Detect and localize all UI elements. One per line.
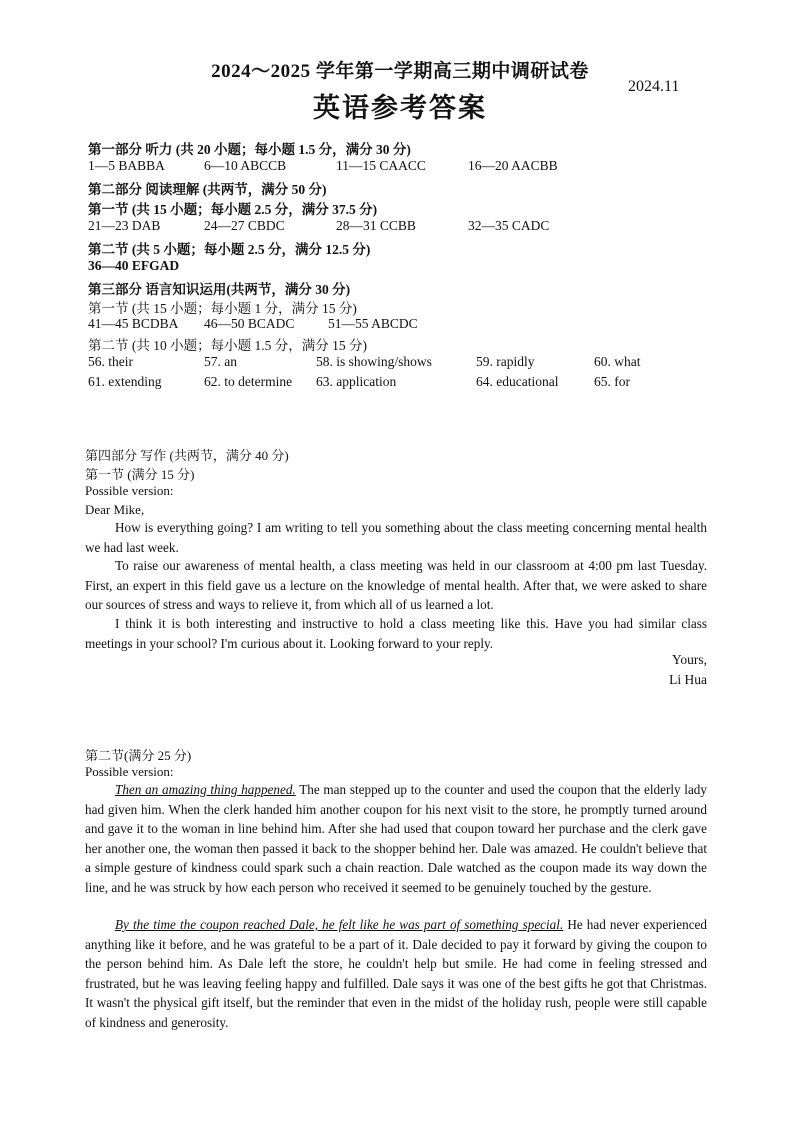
blank-answer: 60. what — [594, 354, 641, 369]
answer-group: 41—45 BCDBA — [88, 316, 179, 331]
part2-section1-heading: 第一节 (共 15 小题；每小题 2.5 分，满分 37.5 分) — [88, 202, 378, 217]
part3-section2-heading: 第二节 (共 10 小题；每小题 1.5 分，满分 15 分) — [88, 338, 367, 353]
answer-group: 36—40 EFGAD — [88, 258, 180, 273]
exam-title: 2024～2025 学年第一学期高三期中调研试卷 — [211, 61, 589, 82]
story-opening-sentence: Then an amazing thing happened. — [115, 782, 296, 797]
part3-section1-heading: 第一节 (共 15 小题；每小题 1 分，满分 15 分) — [88, 301, 357, 316]
part2-heading: 第二部分 阅读理解 (共两节，满分 50 分) — [88, 182, 327, 197]
part4-section1-heading: 第一节 (满分 15 分) — [85, 467, 195, 482]
blank-answer: 59. rapidly — [476, 354, 535, 369]
answer-group: 24—27 CBDC — [204, 218, 285, 233]
blank-answer: 56. their — [88, 354, 133, 369]
blank-answer: 61. extending — [88, 374, 162, 389]
answer-group: 21—23 DAB — [88, 218, 161, 233]
blank-answer: 64. educational — [476, 374, 559, 389]
answer-group: 16—20 AACBB — [468, 158, 558, 173]
part3-heading: 第三部分 语言知识运用(共两节，满分 30 分) — [88, 282, 351, 297]
blank-answer: 62. to determine — [204, 374, 293, 389]
answer-group: 46—50 BCADC — [204, 316, 295, 331]
story-paragraph — [85, 915, 707, 1033]
letter-paragraph: How is everything going? I am writing to tell you something about the class meeting concerning mental health we had last week. — [85, 520, 707, 555]
answer-group: 51—55 ABCDC — [328, 316, 418, 331]
blank-answer: 63. application — [316, 374, 397, 389]
answer-group: 1—5 BABBA — [88, 158, 165, 173]
possible-version-label: Possible version: — [85, 764, 174, 779]
letter-paragraph: To raise our awareness of mental health, a class meeting was held in our classroom at 4:00 pm last Tuesday. First, an expert in this field gave us a lecture on the knowledge of mental health. After that, we were asked to share our sources of stress and ways to relieve it, from which all of us learned a lot. — [85, 558, 707, 613]
part4-section2-heading: 第二节(满分 25 分) — [85, 748, 192, 763]
answer-group: 32—35 CADC — [468, 218, 550, 233]
story-opening-sentence: By the time the coupon reached Dale, he felt like he was part of something special. — [115, 917, 564, 932]
possible-version-label: Possible version: — [85, 483, 174, 498]
letter-greeting: Dear Mike, — [85, 502, 145, 517]
answer-group: 11—15 CAACC — [336, 158, 426, 173]
answer-group: 28—31 CCBB — [336, 218, 416, 233]
blank-answer: 58. is showing/shows — [316, 354, 432, 369]
answer-group: 6—10 ABCCB — [204, 158, 287, 173]
blank-answer: 57. an — [204, 354, 237, 369]
story-paragraph — [85, 780, 707, 898]
document-date: 2024.11 — [628, 78, 680, 95]
part1-heading: 第一部分 听力 (共 20 小题；每小题 1.5 分，满分 30 分) — [88, 142, 411, 157]
blank-answer: 65. for — [594, 374, 630, 389]
story-paragraph-text: He had never experienced anything like it before, and he was grateful to be a part of it. Dale decided to pay it forward by giving the coupon to the person behind him. As Dale left the store, he couldn't help but smile. He had come in feeling stressed and frustrated, but he was leaving feeling happy and fulfilled. Dale says it was one of the best gifts he got that Christmas. It wasn't the physical gift itself, but the reminder that even in the midst of the holiday rush, people were still capable of kindness and generosity. — [85, 917, 707, 1030]
document-title: 英语参考答案 — [313, 93, 487, 123]
letter-signature: Li Hua — [669, 672, 707, 687]
part4-heading: 第四部分 写作 (共两节，满分 40 分) — [85, 448, 289, 463]
letter-closing: Yours, — [671, 652, 707, 667]
letter-paragraph: I think it is both interesting and instructive to hold a class meeting like this. Have you had similar class meetings in your school? I'm curious about it. Looking forward to your reply. — [85, 616, 707, 651]
part2-section2-heading: 第二节 (共 5 小题；每小题 2.5 分，满分 12.5 分) — [88, 242, 371, 257]
story-paragraph-text: The man stepped up to the counter and used the coupon that the elderly lady had given him. When the clerk handed him another coupon for his next visit to the store, he promptly turned around and gave it to the woman in line behind him. After she had used that coupon toward her purchase and the clerk gave her another one, the woman then passed it back to the shopper behind her. Dale was amazed. He couldn't believe that a simple gesture of kindness could spark such a chain reaction. Dale watched as the coupon made its way down the line, and he was struck by how each person who received it seemed to be genuinely touched by the gesture. — [85, 782, 707, 895]
